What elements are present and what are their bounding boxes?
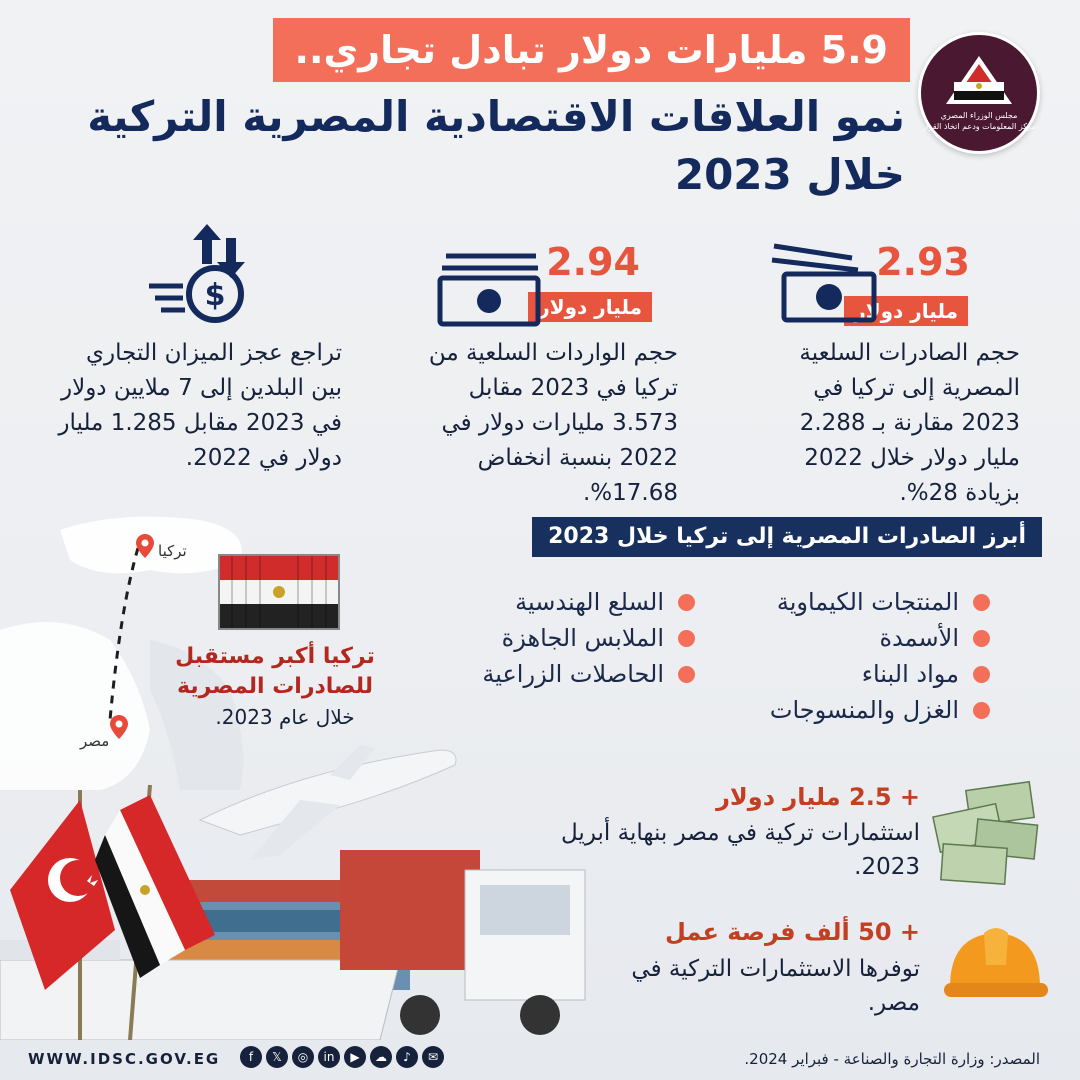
instagram-icon[interactable]: ◎ [292, 1046, 314, 1068]
telegram-icon[interactable]: ✉ [422, 1046, 444, 1068]
stat-imports-value: 2.94 [546, 240, 640, 284]
turkey-pin-icon [136, 534, 154, 562]
idsc-logo [918, 32, 1040, 154]
list-item: الأسمدة [720, 620, 990, 656]
bullet-icon [973, 666, 990, 683]
list-item: السلع الهندسية [445, 584, 695, 620]
exports-list-right [720, 584, 990, 728]
bullet-icon [678, 594, 695, 611]
stat-balance-description: تراجع عجز الميزان التجاري بين البلدين إلى 7 ملايين دولار في 2023 مقابل 1.285 مليار دولار في 2022. [58, 340, 342, 471]
map-label-turkey: تركيا [158, 542, 187, 560]
stat-exports-description: حجم الصادرات السلعية المصرية إلى تركيا في 2023 مقارنة بـ 2.288 مليار دولار خلال 2022 بزيادة 28%. [799, 340, 1020, 506]
youtube-icon[interactable]: ▶ [344, 1046, 366, 1068]
stat-exports-unit: مليار دولار [844, 296, 968, 326]
map-label-egypt: مصر [80, 732, 110, 750]
page-title: نمو العلاقات الاقتصادية المصرية التركية [87, 92, 905, 141]
banknotes-icon [768, 238, 880, 332]
container-flag-icon [218, 554, 340, 634]
dollar-arrows-icon [145, 222, 255, 331]
list-item: المنتجات الكيماوية [720, 584, 990, 620]
footer-url[interactable]: WWW.IDSC.GOV.EG [28, 1050, 221, 1068]
footer-source: المصدر: وزارة التجارة والصناعة - فبراير 2024. [744, 1050, 1040, 1068]
airplane-icon [200, 745, 456, 860]
exports-list-left [445, 584, 695, 692]
bullet-icon [973, 630, 990, 647]
page-title-year: خلال 2023 [674, 150, 905, 199]
headline-banner: 5.9 مليارات دولار تبادل تجاري.. [273, 18, 910, 82]
hard-hat-icon [940, 915, 1050, 1019]
x-icon[interactable]: 𝕏 [266, 1046, 288, 1068]
fact-investment-body: استثمارات تركية في مصر بنهاية أبريل 2023. [561, 820, 920, 880]
list-item: مواد البناء [720, 656, 990, 692]
social-icons [240, 1046, 444, 1068]
bullet-icon [973, 594, 990, 611]
fact-investment-headline: + 2.5 مليار دولار [716, 783, 920, 811]
fact-jobs-headline: + 50 ألف فرصة عمل [664, 918, 920, 946]
banknote-stack-icon [436, 250, 542, 334]
list-item: الملابس الجاهزة [445, 620, 695, 656]
facebook-icon[interactable]: f [240, 1046, 262, 1068]
svg-text:$: $ [204, 278, 226, 313]
money-stack-icon [928, 780, 1040, 894]
fact-jobs-body: توفرها الاستثمارات التركية في مصر. [631, 956, 920, 1016]
stat-exports-value: 2.93 [876, 240, 970, 284]
list-item: الحاصلات الزراعية [445, 656, 695, 692]
stat-imports-unit: مليار دولار [528, 292, 652, 322]
tiktok-icon[interactable]: ♪ [396, 1046, 418, 1068]
map-note: تركيا أكبر مستقبل للصادرات المصرية [175, 644, 375, 699]
bullet-icon [973, 702, 990, 719]
list-item: الغزل والمنسوجات [720, 692, 990, 728]
logo-text: مجلس الوزراء المصري مركز المعلومات ودعم اتخاذ القرار [922, 111, 1036, 131]
logo-flag-icon [944, 54, 1014, 106]
soundcloud-icon[interactable]: ☁ [370, 1046, 392, 1068]
linkedin-icon[interactable]: in [318, 1046, 340, 1068]
bullet-icon [678, 666, 695, 683]
exports-title: أبرز الصادرات المصرية إلى تركيا خلال 2023 [532, 517, 1042, 557]
stat-imports-description: حجم الواردات السلعية من تركيا في 2023 مقابل 3.573 مليارات دولار في 2022 بنسبة انخفاض 17.68%. [428, 340, 678, 506]
bullet-icon [678, 630, 695, 647]
egypt-pin-icon [110, 715, 128, 743]
trade-illustration [0, 740, 600, 1040]
map-note-date: خلال عام 2023. [215, 705, 355, 729]
